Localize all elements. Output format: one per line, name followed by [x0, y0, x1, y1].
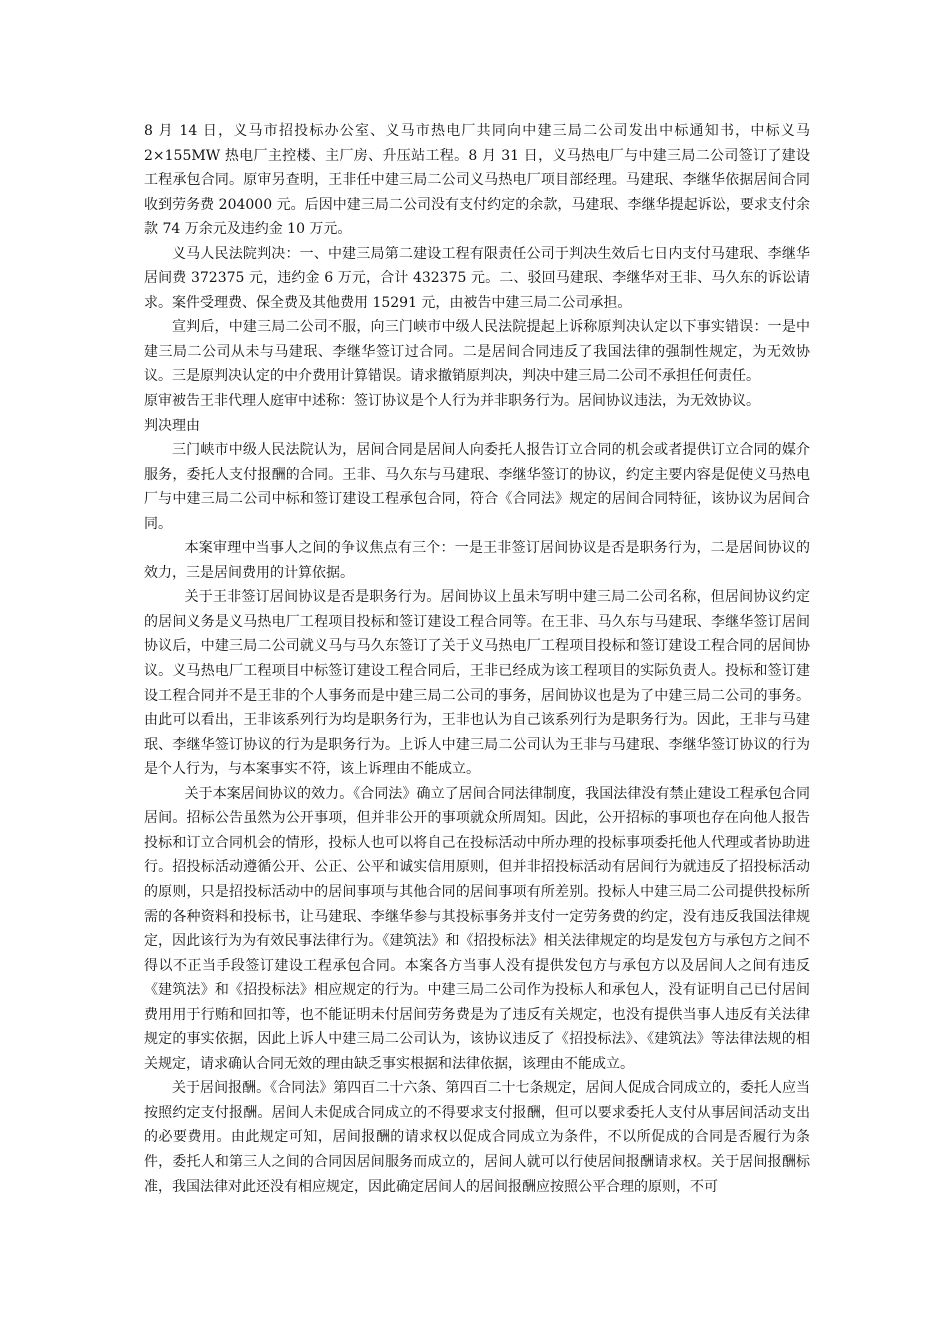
paragraph-court-opinion: 三门峡市中级人民法院认为，居间合同是居间人向委托人报告订立合同的机会或者提供订立合同的媒介服务，委托人支付报酬的合同。王非、马久东与马建珉、李继华签订的协议，约定主要内容是促使义马热电厂与中建三局二公司中标和签订建设工程承包合同，符合《合同法》规定的居间合同特征，该协议为居间合同。	[144, 442, 810, 532]
paragraph-official-act: 关于王非签订居间协议是否是职务行为。居间协议上虽未写明中建三局二公司名称，但居间协议约定的居间义务是义马热电厂工程项目投标和签订建设工程合同等。在王非、马久东与马建珉、李继华签订居间协议后，中建三局二公司就义马与马久东签订了关于义马热电厂工程项目投标和签订建设工程合同的居间协议。义马热电厂工程项目中标签订建设工程合同后，王非已经成为该工程项目的实际负责人。投标和签订建设工程合同并不是王非的个人事务而是中建三局二公司的事务，居间协议也是为了中建三局二公司的事务。由此可以看出，王非该系列行为均是职务行为，王非也认为自己该系列行为是职务行为。因此，王非与马建珉、李继华签订协议的行为是职务行为。上诉人中建三局二公司认为王非与马建珉、李继华签订协议的行为是个人行为，与本案事实不符，该上诉理由不能成立。	[144, 589, 810, 778]
document-body	[144, 119, 810, 1199]
paragraph-facts-tender: 8 月 14 日，义马市招投标办公室、义马市热电厂共同向中建三局二公司发出中标通知书，中标义马 2×155MW 热电厂主控楼、主厂房、升压站工程。8 月 31 日，义马热电厂与中建三局二公司签订了建设工程承包合同。原审另查明，王非任中建三局二公司义马热电厂项目部经理。马建珉、李继华依据居间合同收到劳务费 204000 元。后因中建三局二公司没有支付约定的余款，马建珉、李继华提起诉讼，要求支付余款 74 万余元及违约金 10 万元。	[144, 123, 810, 238]
paragraph-first-instance-judgment: 义马人民法院判决：一、中建三局第二建设工程有限责任公司于判决生效后七日内支付马建珉、李继华居间费 372375 元，违约金 6 万元，合计 432375 元。二、驳回马建珉、李继华对王非、马久东的诉讼请求。案件受理费、保全费及其他费用 15291 元，由被告中建三局二公司承担。	[144, 245, 810, 311]
paragraph-defendant-statement: 原审被告王非代理人庭审中述称：签订协议是个人行为并非职务行为。居间协议违法，为无效协议。	[144, 393, 760, 410]
paragraph-appeal-grounds: 宣判后，中建三局二公司不服，向三门峡市中级人民法院提起上诉称原判决认定以下事实错误：一是中建三局二公司从未与马建珉、李继华签订过合同。二是居间合同违反了我国法律的强制性规定，为无效协议。三是原判决认定的中介费用计算错误。请求撤销原判决，判决中建三局二公司不承担任何责任。	[144, 319, 810, 385]
paragraph-contract-validity: 关于本案居间协议的效力。《合同法》确立了居间合同法律制度，我国法律没有禁止建设工程承包合同居间。招标公告虽然为公开事项，但并非公开的事项就众所周知。因此，公开招标的事项也存在向他人报告投标和订立合同机会的情形，投标人也可以将自己在投标活动中所办理的投标事项委托他人代理或者协助进行。招投标活动遵循公开、公正、公平和诚实信用原则，但并非招投标活动有居间行为就违反了招投标活动的原则，只是招投标活动中的居间事项与其他合同的居间事项有所差别。投标人中建三局二公司提供投标所需的各种资料和投标书，让马建珉、李继华参与其投标事务并支付一定劳务费的约定，没有违反我国法律规定，因此该行为为有效民事法律行为。《建筑法》和《招投标法》相关法律规定的均是发包方与承包方之间不得以不正当手段签订建设工程承包合同。本案各方当事人没有提供发包方与承包方以及居间人之间有违反《建筑法》和《招投标法》相应规定的行为。中建三局二公司作为投标人和承包人，没有证明自己已付居间费用用于行贿和回扣等，也不能证明未付居间劳务费是为了违反有关规定，也没有提供当事人违反有关法律规定的事实依据，因此上诉人中建三局二公司认为，该协议违反了《招投标法》、《建筑法》等法律法规的相关规定，请求确认合同无效的理由缺乏事实根据和法律依据，该理由不能成立。	[144, 785, 810, 1072]
section-heading-reasons: 判决理由	[144, 417, 200, 434]
paragraph-remuneration: 关于居间报酬。《合同法》第四百二十六条、第四百二十七条规定，居间人促成合同成立的，委托人应当按照约定支付报酬。居间人未促成合同成立的不得要求支付报酬，但可以要求委托人支付从事居间活动支出的必要费用。由此规定可知，居间报酬的请求权以促成合同成立为条件，不以所促成的合同是否履行为条件，委托人和第三人之间的合同因居间服务而成立的，居间人就可以行使居间报酬请求权。关于居间报酬标准，我国法律对此还没有相应规定，因此确定居间人的居间报酬应按照公平合理的原则，不可	[144, 1080, 810, 1195]
paragraph-dispute-focus: 本案审理中当事人之间的争议焦点有三个：一是王非签订居间协议是否是职务行为，二是居间协议的效力，三是居间费用的计算依据。	[144, 540, 810, 581]
